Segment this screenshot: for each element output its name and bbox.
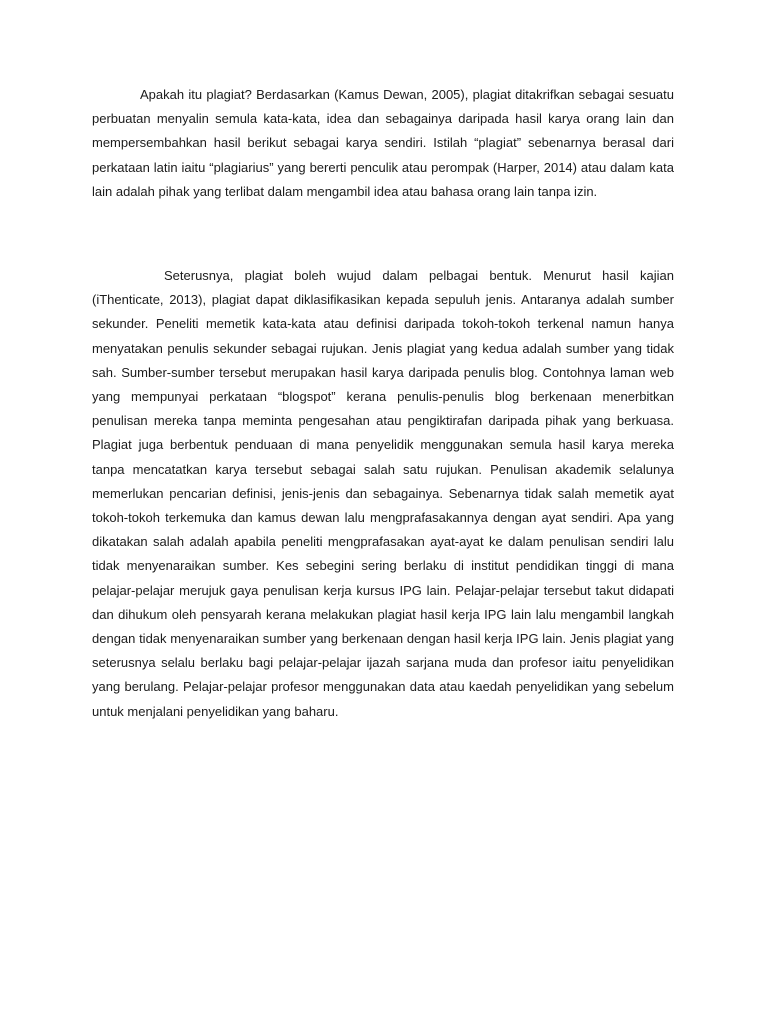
paragraph-plagiarism-types: Seterusnya, plagiat boleh wujud dalam pelbagai bentuk. Menurut hasil kajian (iThenticate, 2013), plagiat dapat diklasifikasikan kepada sepuluh jenis. Antaranya adalah sumber sekunder. Peneliti memetik kata-kata atau definisi daripada tokoh-tokoh terkenal namun hanya menyatakan penulis sekunder sebagai rujukan. Jenis plagiat yang kedua adalah sumber yang tidak sah. Sumber-sumber tersebut merupakan hasil karya daripada penulis blog. Contohnya laman web yang mempunyai perkataan “blogspot” kerana penulis-penulis blog berkenaan menerbitkan penulisan mereka tanpa meminta pengesahan atau pengiktirafan daripada pihak yang berkuasa. Plagiat juga berbentuk penduaan di mana penyelidik menggunakan semula hasil karya mereka tanpa mencatatkan karya tersebut sebagai salah satu rujukan. Penulisan akademik selalunya memerlukan pencarian definisi, jenis-jenis dan sebagainya. Sebenarnya tidak salah memetik ayat tokoh-tokoh terkemuka dan kamus dewan lalu mengprafasakannya dengan ayat sendiri. Apa yang dikatakan salah adalah apabila peneliti mengprafasakan ayat-ayat ke dalam penulisan sendiri lalu tidak menyenaraikan sumber. Kes sebegini sering berlaku di institut pendidikan tinggi di mana pelajar-pelajar merujuk gaya penulisan kerja kursus IPG lain. Pelajar-pelajar tersebut takut didapati dan dihukum oleh pensyarah kerana melakukan plagiat hasil kerja IPG lain lalu mengambil langkah dengan tidak menyenaraikan sumber yang berkenaan dengan hasil kerja IPG lain. Jenis plagiat yang seterusnya selalu berlaku bagi pelajar-pelajar ijazah sarjana muda dan profesor iaitu penyelidikan yang berulang. Pelajar-pelajar profesor menggunakan data atau kaedah penyelidikan yang sebelum untuk menjalani penyelidikan yang baharu. <box>92 268 674 719</box>
paragraph-plagiarism-definition: Apakah itu plagiat? Berdasarkan (Kamus Dewan, 2005), plagiat ditakrifkan sebagai sesuatu perbuatan menyalin semula kata-kata, idea dan sebagainya daripada hasil karya orang lain dan mempersembahkan hasil berikut sebagai karya sendiri. Istilah “plagiat” sebenarnya berasal dari perkataan latin iaitu “plagiarius” yang bererti penculik atau perompak (Harper, 2014) atau dalam kata lain adalah pihak yang terlibat dalam mengambil idea atau bahasa orang lain tanpa izin. <box>92 87 674 199</box>
